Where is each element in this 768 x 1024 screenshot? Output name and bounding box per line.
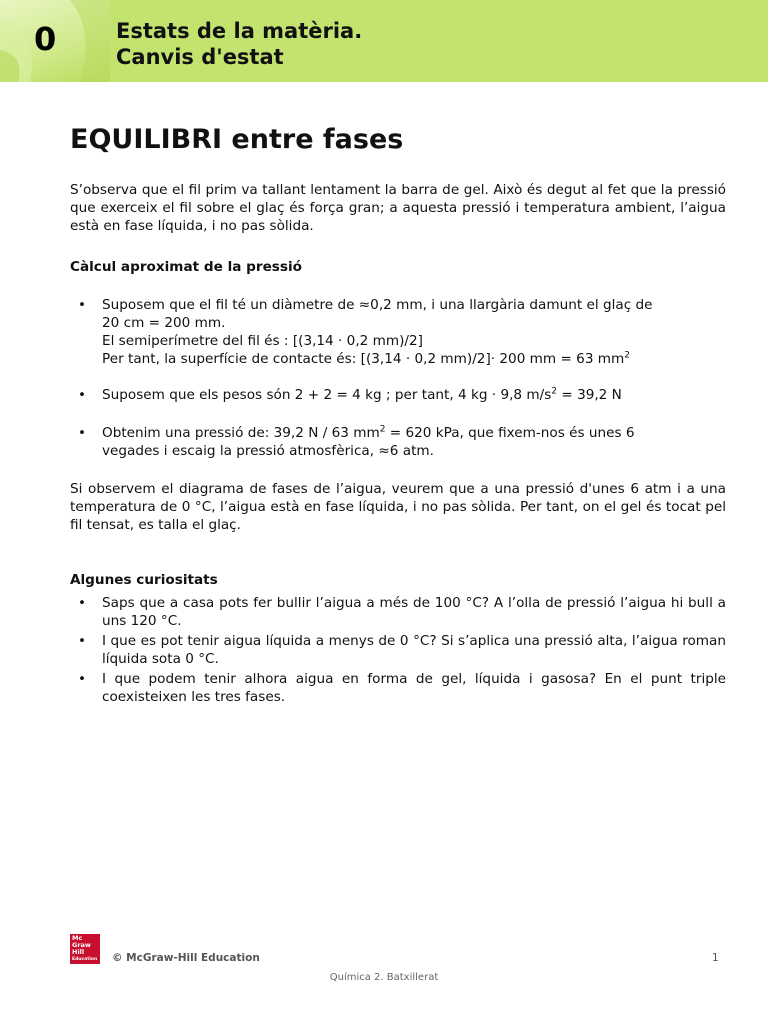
page-title: EQUILIBRI entre fases <box>70 124 404 155</box>
bullet-dot: • <box>78 671 87 687</box>
chapter-title <box>116 18 362 70</box>
bullet-dot: • <box>78 633 87 649</box>
subject-footer: Química 2. Batxillerat <box>329 972 439 983</box>
bullet-1-line-4: Per tant, la superfície de contacte és: [(3,14 · 0,2 mm)/2]· 200 mm = 63 $mm^2$ <box>102 350 631 367</box>
intro-paragraph: S’observa que el fil prim va tallant lentament la barra de gel. Això és degut al fet que la pressió que exerceix el fil sobre el glaç és força gran; a aquesta pressió i temperatura ambient, l’aigua està en fase líquida, i no pas sòlida. <box>70 182 726 234</box>
mcgraw-hill-logo: Mc Graw Hill Education <box>70 934 100 964</box>
chapter-number: 0 <box>34 20 57 58</box>
curiosities-heading: Algunes curiositats <box>70 572 218 588</box>
calc-heading: Càlcul aproximat de la pressió <box>70 259 302 275</box>
curiosity-2-text: I que es pot tenir aigua líquida a menys de 0 °C? Si s’aplica una pressió alta, l’aigua roman líquida sota 0 °C. <box>102 633 726 667</box>
bullet-dot: • <box>78 297 87 313</box>
conclusion-paragraph: Si observem el diagrama de fases de l’aigua, veurem que a una pressió d'unes 6 atm i a una temperatura de 0 °C, l’aigua està en fase líquida, i no pas sòlida. Per tant, on el gel és tocat pel fil tensat, es talla el glaç. <box>70 481 726 533</box>
chapter-title-line-1: Estats de la matèria. <box>116 19 363 43</box>
header-band <box>0 0 768 82</box>
chapter-tab <box>0 0 110 82</box>
bullet-1-line-2: 20 cm = 200 mm. <box>102 315 226 331</box>
bullet-2-text: Suposem que els pesos són 2 + 2 = 4 kg ; per tant, 4 kg · 9,8 $m/s^2 = 39,2$ N <box>102 386 622 403</box>
bullet-3-line-2: vegades i escaig la pressió atmosfèrica, ≈6 atm. <box>102 443 434 459</box>
bullet-1-line-1: Suposem que el fil té un diàmetre de ≈0,2 mm, i una llargària damunt el glaç de <box>102 297 653 313</box>
bullet-dot: • <box>78 387 87 403</box>
bullet-3-line-1: Obtenim una pressió de: 39,2 N / 63 $mm^2 = 620$ kPa, que fixem-nos és unes 6 <box>102 424 635 441</box>
curiosity-3-text: I que podem tenir alhora aigua en forma de gel, líquida i gasosa? En el punt triple coexisteixen les tres fases. <box>102 671 726 705</box>
copyright-text: © McGraw-Hill Education <box>112 952 260 964</box>
page-number: 1 <box>712 952 719 964</box>
chapter-title-line-2: Canvis d'estat <box>116 45 284 69</box>
bullet-dot: • <box>78 595 87 611</box>
bullet-1-line-3: El semiperímetre del fil és : [(3,14 · 0,2 mm)/2] <box>102 333 423 349</box>
curiosity-1-text: Saps que a casa pots fer bullir l’aigua a més de 100 °C? A l’olla de pressió l’aigua hi bull a uns 120 °C. <box>102 595 726 629</box>
bullet-dot: • <box>78 425 87 441</box>
